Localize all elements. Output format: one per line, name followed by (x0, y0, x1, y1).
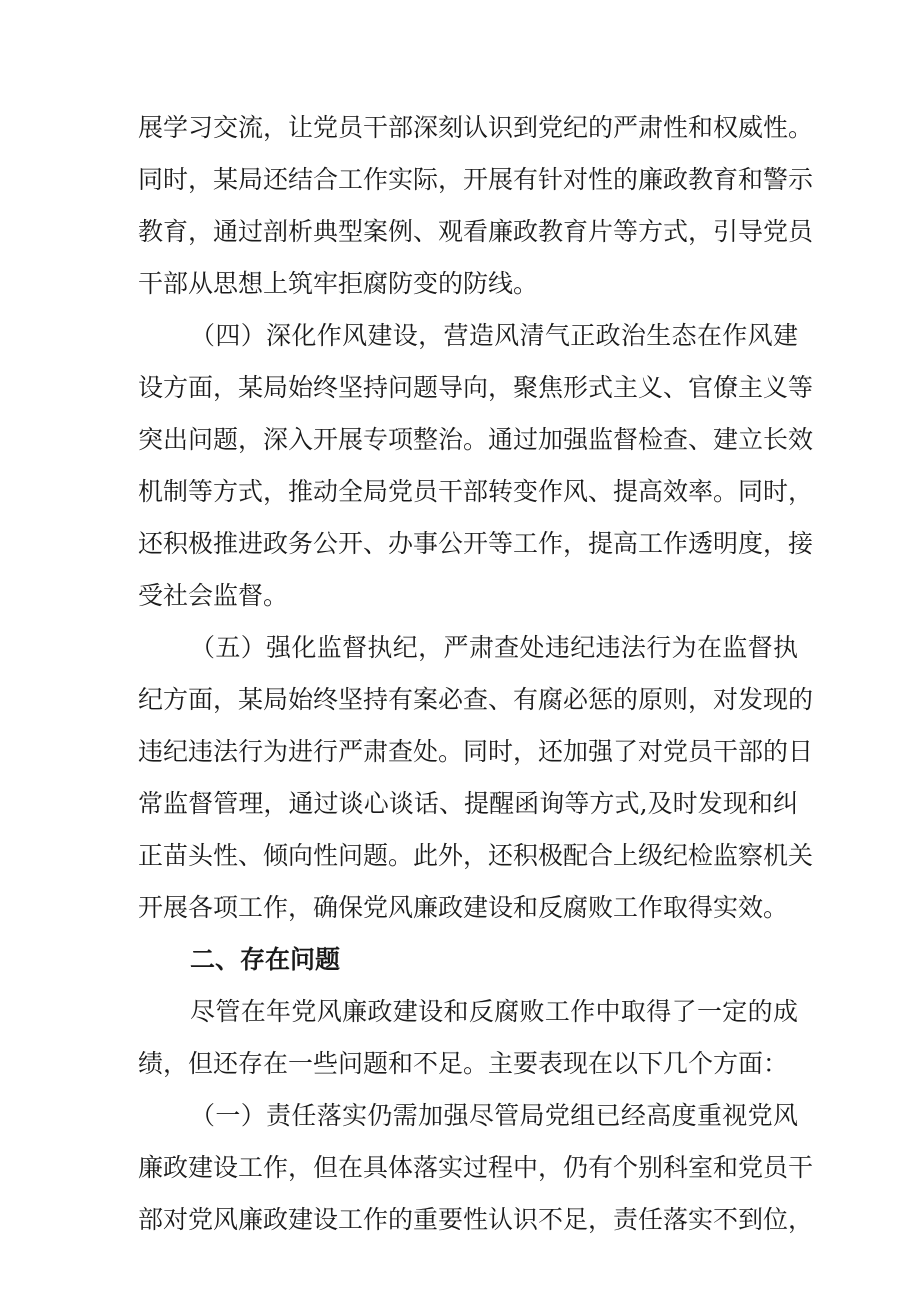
paragraph-line: 机制等方式，推动全局党员干部转变作风、提高效率。同时， (138, 477, 814, 506)
paragraph-line: 教育，通过剖析典型案例、观看廉政教育片等方式，引导党员 (138, 217, 814, 246)
paragraph-line: 绩，但还存在一些问题和不足。主要表现在以下几个方面： (138, 1049, 789, 1078)
paragraph-line: 正苗头性、倾向性问题。此外，还积极配合上级纪检监察机关 (138, 841, 814, 870)
section-two-heading: 二、存在问题 (190, 945, 341, 974)
paragraph-line: 常监督管理，通过谈心谈话、提醒函询等方式,及时发现和纠 (138, 789, 798, 818)
paragraph-line: 廉政建设工作，但在具体落实过程中，仍有个别科室和党员干 (138, 1153, 814, 1182)
paragraph-line: 展学习交流，让党员干部深刻认识到党纪的严肃性和权威性。 (138, 113, 814, 142)
section-four-heading-line: （四）深化作风建设，营造风清气正政治生态在作风建 (190, 321, 798, 350)
paragraph-line: 纪方面，某局始终坚持有案必查、有腐必惩的原则，对发现的 (138, 685, 814, 714)
paragraph-line: 违纪违法行为进行严肃查处。同时，还加强了对党员干部的日 (138, 737, 814, 766)
subsection-one-heading-line: （一）责任落实仍需加强尽管局党组已经高度重视党风 (190, 1101, 798, 1130)
paragraph-line: 部对党风廉政建设工作的重要性认识不足，责任落实不到位， (138, 1205, 814, 1234)
paragraph-line: 设方面，某局始终坚持问题导向，聚焦形式主义、官僚主义等 (138, 373, 814, 402)
paragraph-line: 开展各项工作，确保党风廉政建设和反腐败工作取得实效。 (138, 893, 789, 922)
paragraph-line: 还积极推进政务公开、办事公开等工作，提高工作透明度，接 (138, 529, 814, 558)
paragraph-line: 同时，某局还结合工作实际，开展有针对性的廉政教育和警示 (138, 165, 814, 194)
paragraph-line: 尽管在年党风廉政建设和反腐败工作中取得了一定的成 (190, 997, 798, 1026)
paragraph-line: 受社会监督。 (138, 581, 289, 610)
section-five-heading-line: （五）强化监督执纪，严肃查处违纪违法行为在监督执 (190, 633, 798, 662)
paragraph-line: 干部从思想上筑牢拒腐防变的防线。 (138, 269, 539, 298)
paragraph-line: 突出问题，深入开展专项整治。通过加强监督检查、建立长效 (138, 425, 814, 454)
